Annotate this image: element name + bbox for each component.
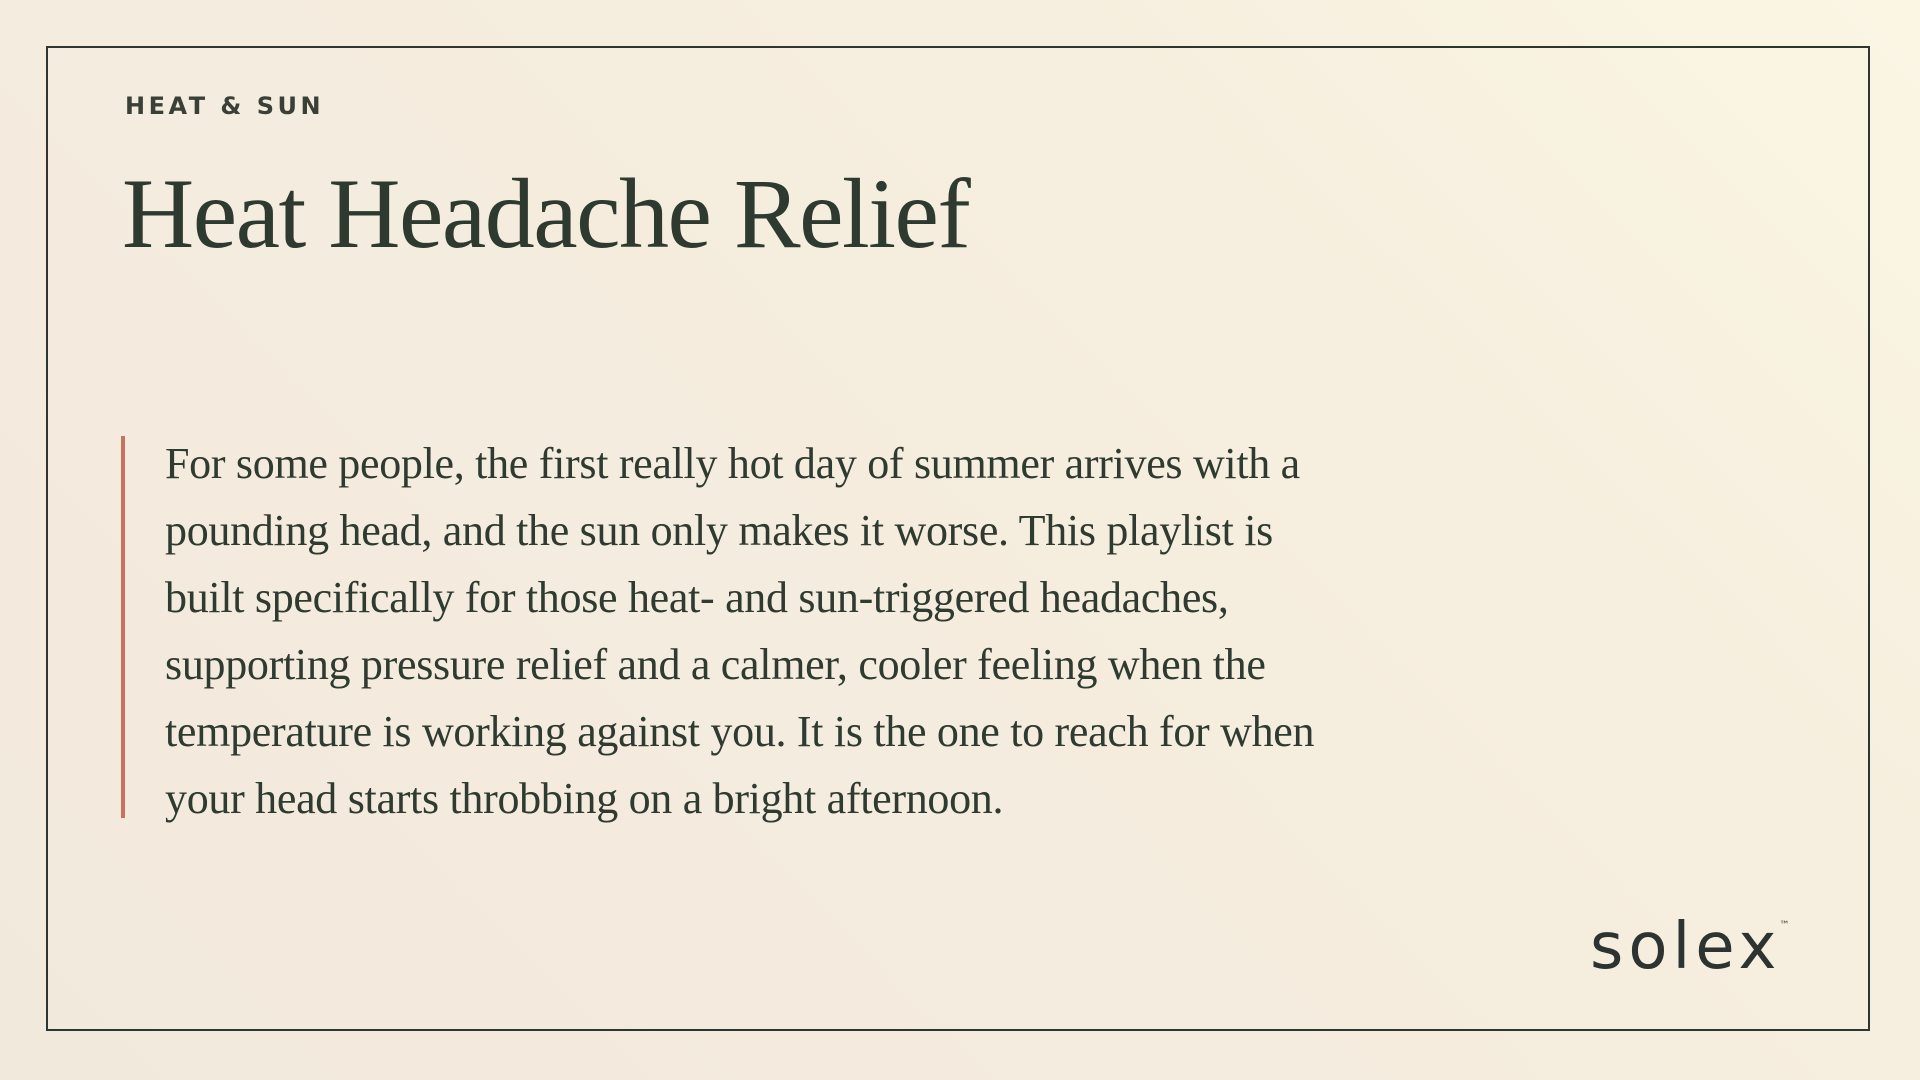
- trademark-symbol: ™: [1779, 920, 1790, 931]
- playlist-description: For some people, the first really hot day of summer arrives with a pounding head, and the sun only makes it worse. This playlist is built specifically for those heat- and sun-triggered headaches, supporting pressure relief and a calmer, cooler feeling when the temperature is working against you. It is the one to reach for when your head starts throbbing on a bright afternoon.: [165, 439, 1315, 823]
- brand-name: solex: [1590, 910, 1782, 984]
- page-title: Heat Headache Relief: [122, 158, 970, 269]
- quote-accent-bar: [121, 436, 125, 818]
- brand-logo: [1590, 910, 1791, 984]
- category-label: HEAT & SUN: [125, 92, 325, 120]
